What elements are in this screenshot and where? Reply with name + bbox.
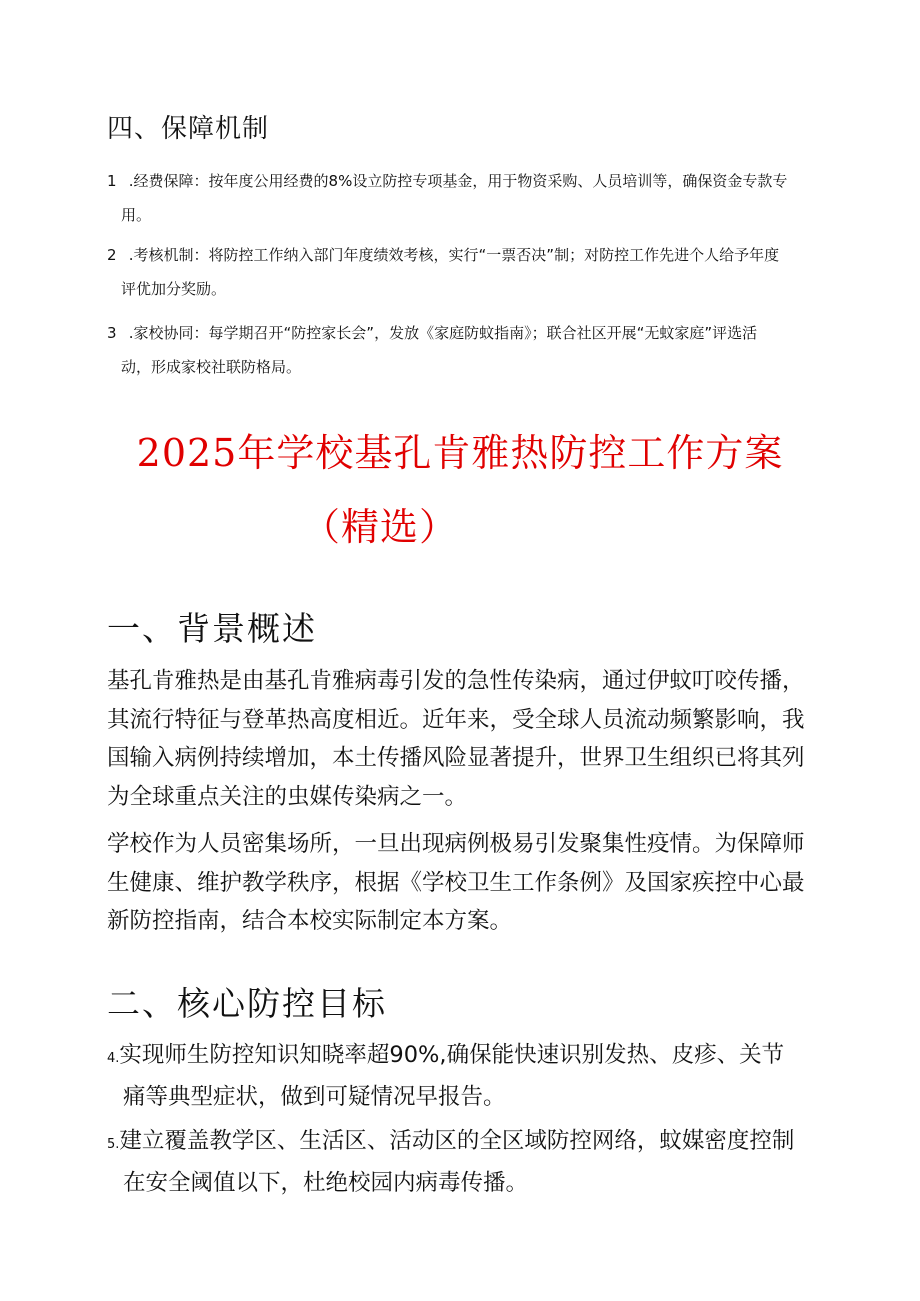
item-number: 2	[107, 246, 117, 264]
document-subtitle: （精选）	[301, 505, 458, 549]
item-text-continued: 在安全阈值以下，杜绝校园内病毒传播。	[123, 1170, 529, 1196]
list-item	[107, 1036, 819, 1116]
item-text: .经费保障：按年度公用经费的8%设立防控专项基金，用于物资采购、人员培训等，确保资金专款专	[124, 172, 788, 190]
list-item	[107, 316, 817, 384]
item-number: 1	[107, 172, 117, 190]
list-item	[107, 164, 817, 232]
item-text: .考核机制：将防控工作纳入部门年度绩效考核，实行“一票否决”制；对防控工作先进个人给予年度	[124, 246, 780, 264]
item-text: 建立覆盖教学区、生活区、活动区的全区域防控网络，蚊媒密度控制	[119, 1128, 795, 1154]
item-text: 实现师生防控知识知晓率超90%,确保能快速识别发热、皮疹、关节	[119, 1042, 785, 1068]
document-title: 2025年学校基孔肯雅热防控工作方案	[136, 431, 784, 475]
list-item	[107, 238, 817, 306]
item-text: .家校协同：每学期召开“防控家长会”，发放《家庭防蚊指南》；联合社区开展“无蚊家庭”评选活	[124, 324, 758, 342]
item-text-continued: 动，形成家校社联防格局。	[121, 358, 302, 376]
paragraph-line: 新防控指南，结合本校实际制定本方案。	[107, 908, 513, 934]
section-2-heading: 二、核心防控目标	[107, 984, 387, 1023]
item-number: 3	[107, 324, 117, 342]
section-4-heading: 四、保障机制	[107, 114, 270, 144]
paragraph	[107, 662, 819, 816]
paragraph-line: 为全球重点关注的虫媒传染病之一。	[107, 783, 468, 810]
paragraph-line: 学校作为人员密集场所，一旦出现病例极易引发聚集性疫情。为保障师	[107, 831, 805, 857]
item-number: 5.	[107, 1137, 120, 1152]
paragraph-line: 生健康、维护教学秩序，根据《学校卫生工作条例》及国家疾控中心最	[107, 869, 805, 896]
list-item	[107, 1122, 819, 1202]
paragraph-line: 基孔肯雅热是由基孔肯雅病毒引发的急性传染病，通过伊蚊叮咬传播，	[107, 668, 805, 694]
paragraph	[107, 825, 819, 941]
paragraph-line: 国输入病例持续增加，本土传播风险显著提升，世界卫生组织已将其列	[107, 745, 805, 771]
section-1-heading: 一、背景概述	[107, 609, 317, 648]
item-text-continued: 痛等典型症状，做到可疑情况早报告。	[123, 1084, 506, 1110]
item-number: 4.	[107, 1051, 120, 1066]
paragraph-line: 其流行特征与登革热高度相近。近年来，受全球人员流动频繁影响，我	[107, 706, 805, 733]
item-text-continued: 评优加分奖励。	[121, 280, 227, 298]
item-text-continued: 用。	[121, 206, 152, 224]
